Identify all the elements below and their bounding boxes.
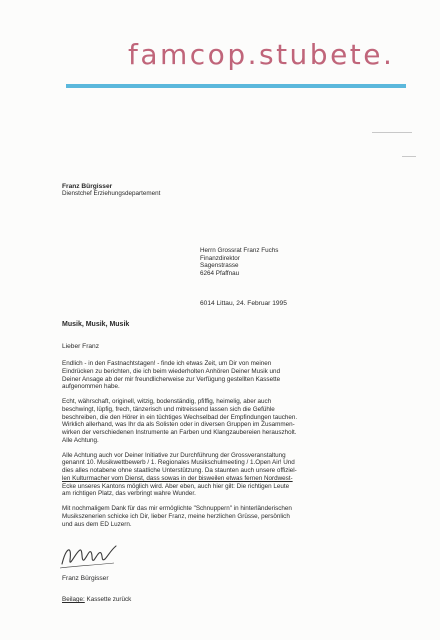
body-paragraph [62, 360, 392, 391]
body-paragraph [62, 398, 392, 445]
body-line: am richtigen Platz, das verbringt wahre Wunder. [62, 490, 196, 498]
scan-artifact-line [402, 156, 416, 157]
body-line: beschwingt, lüpfig, frech, tänzerisch und mitreissend lassen sich die Gefühle [62, 405, 275, 413]
body-line: genannt 10. Musikwettbewerb / 1. Regionales Musikschulmeeting / 1.Open Air! Und [62, 459, 295, 467]
letter-subject: Musik, Musik, Musik [62, 321, 130, 328]
body-line: Alle Achtung. [62, 436, 99, 444]
scan-artifact-line [372, 132, 412, 133]
recipient-line: Finanzdirektor [200, 254, 240, 262]
sender-title: Dienstchef Erziehungsdepartement [62, 190, 161, 197]
body-line-underlined: len Kulturmacher vom Dienst, dass sowas in der bisweilen etwas fernen Nordwest- [62, 474, 293, 482]
enclosure-text: Kassette zurück [84, 596, 132, 603]
body-line: Eindrücken zu berichten, die ich beim wiederholten Anhören Deiner Musik und [62, 367, 281, 375]
brand-logo-text: famcop.stubete. [128, 38, 395, 71]
enclosure-line [62, 596, 131, 603]
signoff-name: Franz Bürgisser [62, 575, 109, 582]
body-paragraph [62, 452, 392, 499]
body-paragraph [62, 505, 392, 528]
brand-underline-bar [66, 84, 406, 88]
recipient-address [200, 247, 278, 277]
letter-body [62, 360, 392, 535]
body-line: Alle Achtung auch vor Deiner Initiative zur Durchführung der Grossveranstaltung [62, 451, 286, 459]
sender-name: Franz Bürgisser [62, 183, 113, 190]
body-line: Ecke unseres Kantons möglich wird. Aber eben, auch hier gilt: Die richtigen Leute [62, 482, 290, 490]
body-line: beschreiben, die den Hörer in ein tüchtiges Wechselbad der Empfindungen tauchen. [62, 413, 298, 421]
salutation: Lieber Franz [62, 343, 100, 350]
recipient-line: Herrn Grossrat Franz Fuchs [200, 247, 279, 254]
body-line: Musikszenerien schicke ich Dir, lieber Franz, meine herzlichen Grüsse, persönlich [62, 512, 290, 520]
body-line: dies alles notabene ohne staatliche Unterstützung. Da staunten auch unsere offiziel- [62, 467, 297, 474]
body-line: und aus dem ED Luzern. [62, 520, 132, 528]
date-line: 6014 Littau, 24. Februar 1995 [200, 300, 287, 307]
body-line: Echt, währschaft, originell, witzig, bodenständig, pfiffig, heimelig, aber auch [62, 398, 272, 405]
handwritten-signature [56, 538, 120, 572]
body-line: Deiner Ansage ab der mir freundlicherweise zur Verfügung gestellten Kassette [62, 375, 281, 383]
enclosure-label: Beilage: [62, 596, 85, 603]
sender-block [62, 183, 160, 198]
recipient-line: Sagenstrasse [200, 262, 239, 270]
body-line: aufgenommen habe. [62, 383, 120, 391]
body-line: Wirklich allerhand, was Ihr da als Solisten oder in diversen Gruppen im Zusammen- [62, 421, 295, 429]
body-line: Mit nochmaligem Dank für das mir ermöglichte "Schnuppern" in hinterländerischen [62, 505, 292, 512]
body-line: Endlich - in den Fastnachtstagen! - finde ich etwas Zeit, um Dir von meinen [62, 360, 272, 367]
recipient-line: 6264 Pfaffnau [200, 269, 240, 277]
body-line: wirken der verschiedenen Instrumente an Farben und Klangzaubereien herauszholt. [62, 429, 297, 436]
